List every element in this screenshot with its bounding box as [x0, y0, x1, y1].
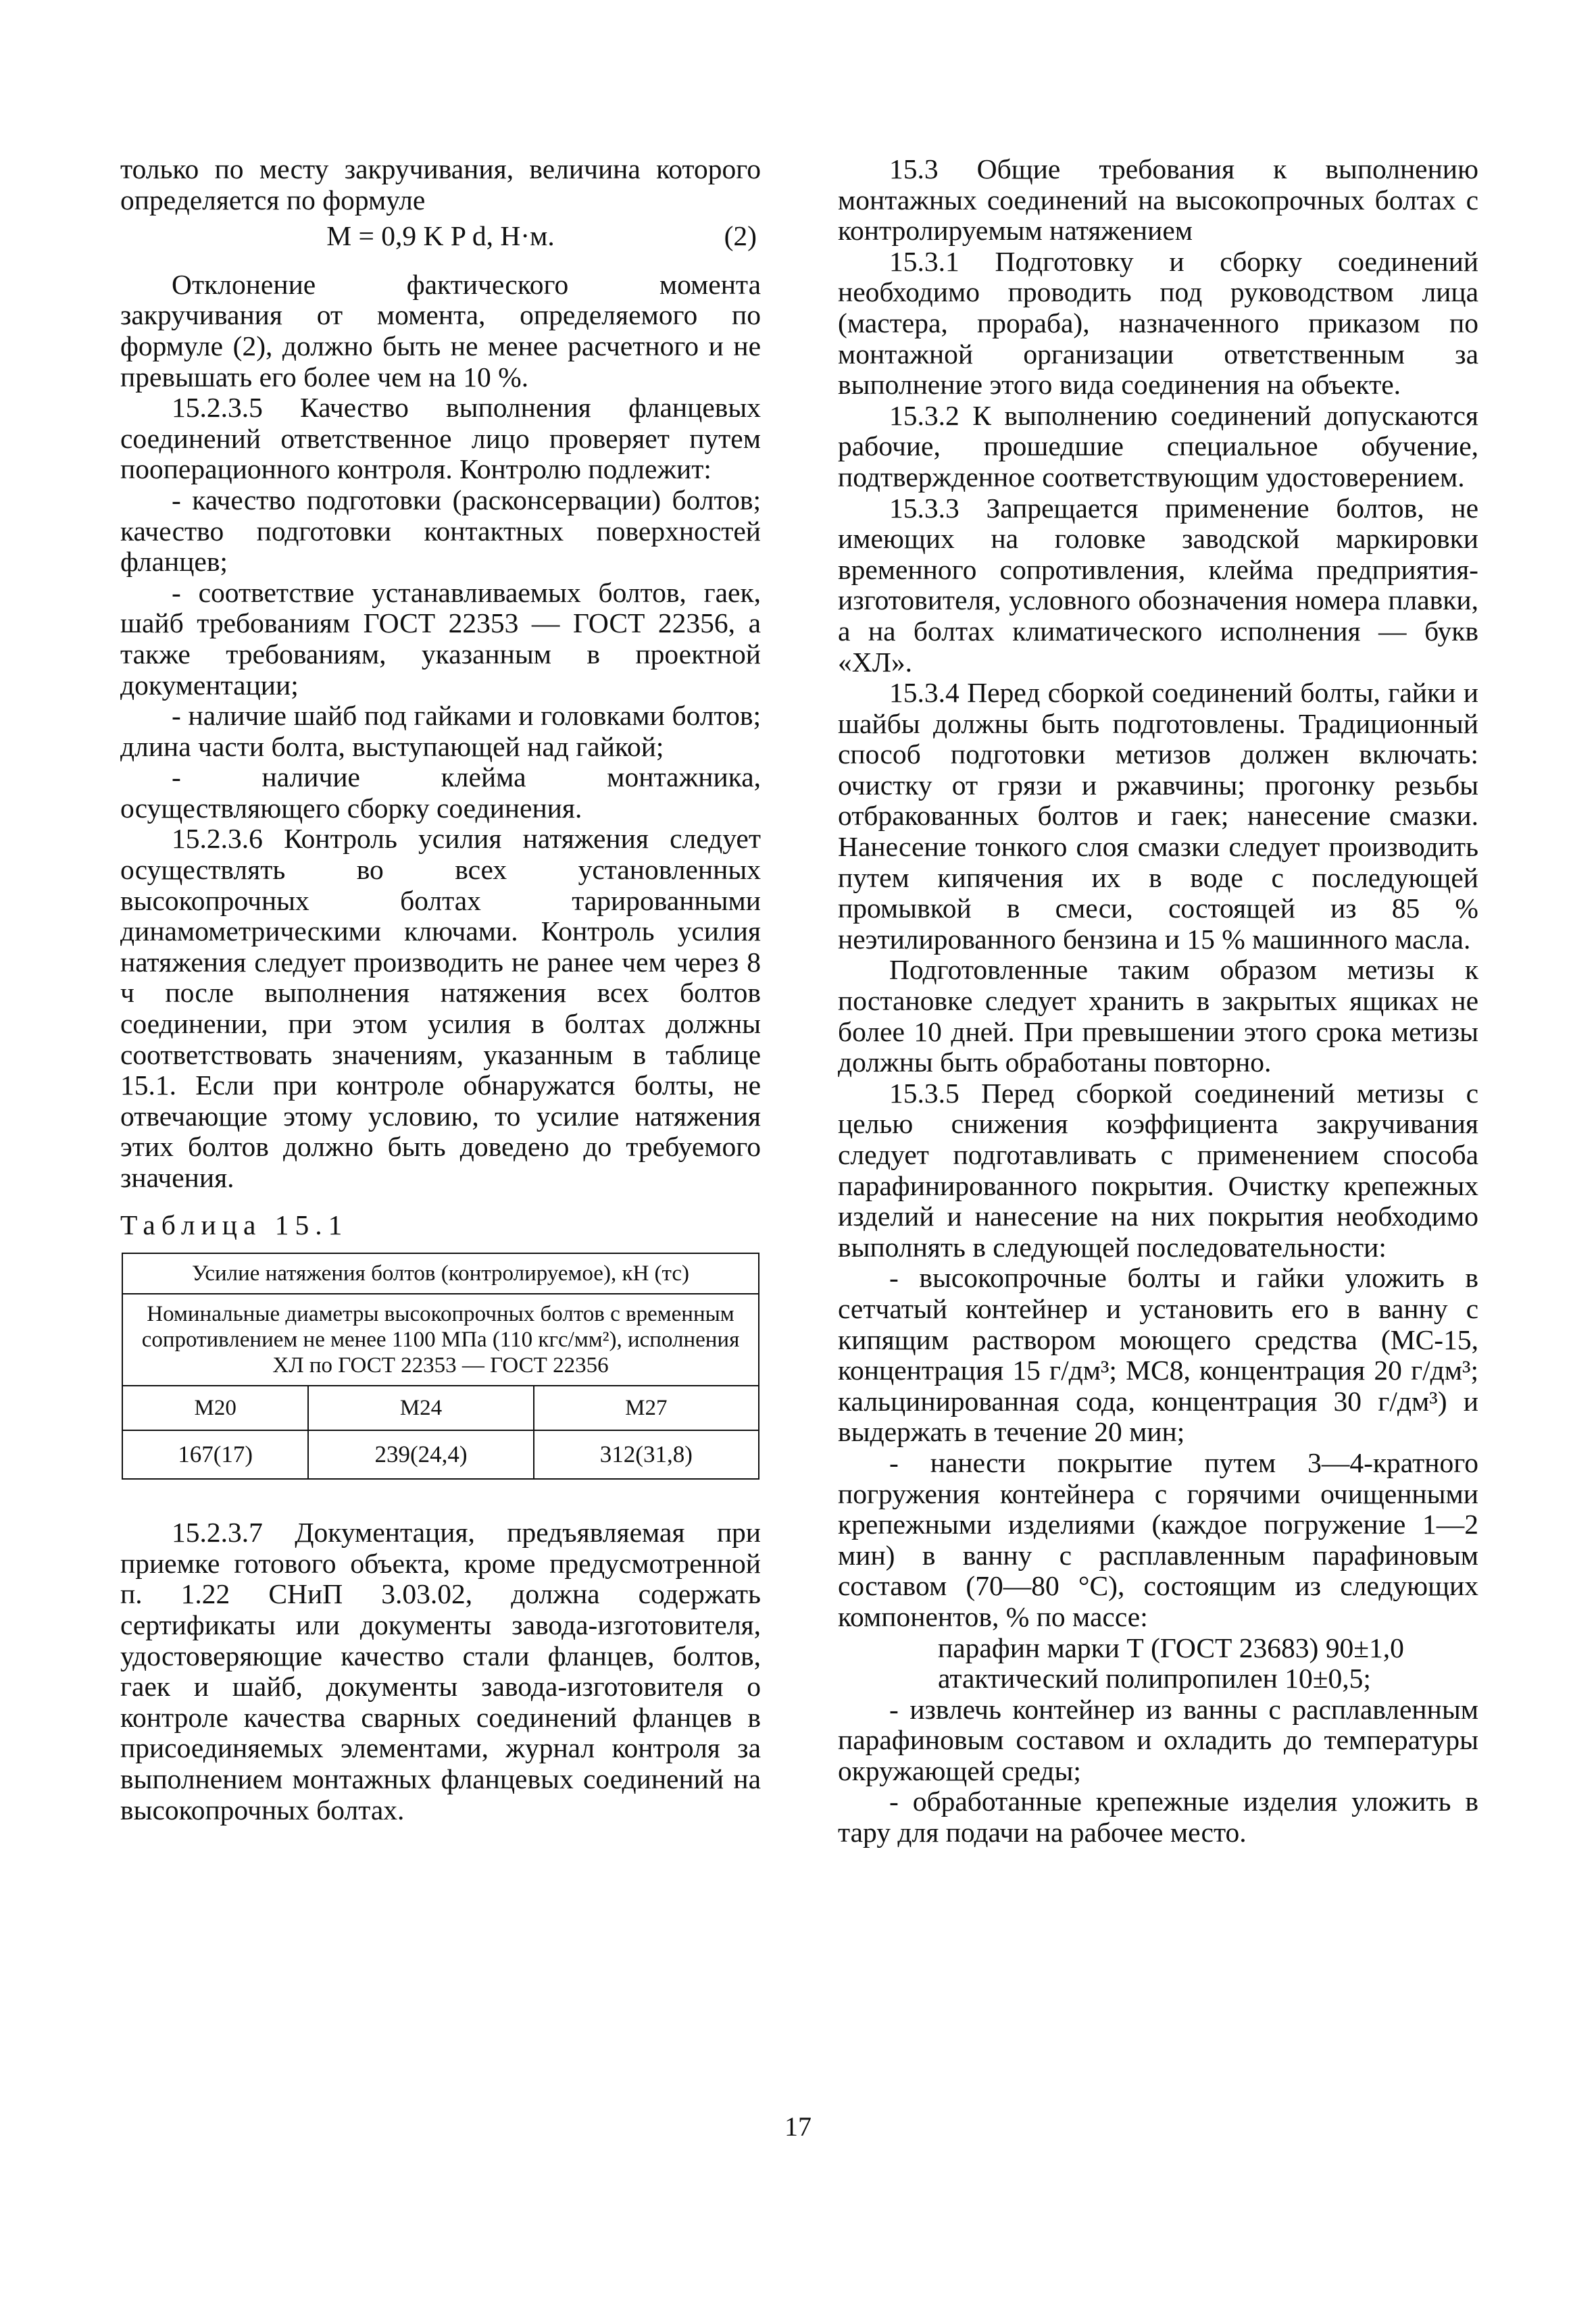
paragraph: 15.3.3 Запрещается применение болтов, не имеющих на головке заводской маркировки временного сопротивления, клейма предприятия-изготовителя, условного обозначения номера плавки, а на болтах климатического исполнения — букв «ХЛ».	[838, 492, 1478, 678]
list-item: - нанести покрытие путем 3—4-кратного погружения контейнера с горячими очищенными крепежными изделиями (каждое погружение 1—2 мин) в ванну с расплавленным парафиновым составом (70—80 °С), состоящим из следующих компонентов, % по массе:	[838, 1447, 1478, 1632]
table-row	[122, 1386, 759, 1430]
formula	[120, 221, 761, 252]
paragraph: 15.3.1 Подготовку и сборку соединений необходимо проводить под руководством лица (мастера, прораба), назначенного приказом по монтажной организации ответственным за выполнение этого вида соединения на объекте.	[838, 245, 1478, 401]
data-table	[122, 1253, 759, 1480]
composition-line: парафин марки Т (ГОСТ 23683) 90±1,0	[938, 1632, 1404, 1663]
table-row	[122, 1430, 759, 1479]
paragraph: 15.2.3.6 Контроль усилия натяжения следует осуществлять во всех установленных высокопрочных болтах тарированными динамометрическими ключами. Контроль усилия натяжения следует производить не ранее чем через 8 ч после выполнения натяжения всех болтов соединении, при этом усилия в болтах должны соответствовать значениям, указанным в таблице 15.1. Если при контроле обнаружатся болты, не отвечающие этому условию, то усилие натяжения этих болтов должно быть доведено до требуемого значения.	[120, 823, 761, 1193]
left-column	[120, 154, 761, 1826]
table-column-header: М24	[308, 1386, 533, 1430]
paragraph: 15.2.3.7 Документация, предъявляемая при приемке готового объекта, кроме предусмотренной п. 1.22 СНиП 3.03.02, должна содержать сертификаты или документы завода-изготовителя, удостоверяющие качество стали фланцев, болтов, гаек и шайб, документы завода-изготовителя о контроле качества сварных соединений фланцев в присоединяемых элементами, журнал контроля за выполнением монтажных фланцевых соединений на высокопрочных болтах.	[120, 1517, 761, 1826]
paragraph: Подготовленные таким образом метизы к постановке следует хранить в закрытых ящиках не более 10 дней. При превышении этого срока метизы должны быть обработаны повторно.	[838, 954, 1478, 1078]
table-column-header: М20	[122, 1386, 308, 1430]
composition-line: атактический полипропилен 10±0,5;	[938, 1663, 1371, 1694]
paragraph: 15.3.2 К выполнению соединений допускаются рабочие, прошедшие специальное обучение, подтвержденное соответствующим удостоверением.	[838, 399, 1478, 493]
table-header: Усилие натяжения болтов (контролируемое), кН (тс)	[122, 1253, 759, 1294]
formula-number: (2)	[724, 220, 757, 252]
list-item: - высокопрочные болты и гайки уложить в сетчатый контейнер и установить его в ванну с кипящим раствором моющего средства (МС-15, концентрация 15 г/дм³; МС8, концентрация 20 г/дм³; кальцинированная сода, концентрация 30 г/дм³) и выдержать в течение 20 мин;	[838, 1262, 1478, 1448]
list-item: - обработанные крепежные изделия уложить в тару для подачи на рабочее место.	[838, 1786, 1478, 1848]
section-heading: 15.3 Общие требования к выполнению монтажных соединений на высокопрочных болтах с контролируемым натяжением	[838, 153, 1478, 247]
paragraph: 15.2.3.5 Качество выполнения фланцевых соединений ответственное лицо проверяет путем пооперационного контроля. Контролю подлежит:	[120, 392, 761, 485]
right-column	[838, 154, 1478, 1848]
paragraph: 15.3.5 Перед сборкой соединений метизы с целью снижения коэффициента закручивания следует подготавливать с применением способа парафинированного покрытия. Очистку крепежных изделий и нанесение на них покрытия необходимо выполнять в следующей последовательности:	[838, 1077, 1478, 1263]
list-item: - извлечь контейнер из ванны с расплавленным парафиновым составом и охладить до температуры окружающей среды;	[838, 1693, 1478, 1786]
paragraph: Отклонение фактического момента закручивания от момента, определяемого по формуле (2), должно быть не менее расчетного и не превышать его более чем на 10 %.	[120, 268, 761, 393]
paragraph: 15.3.4 Перед сборкой соединений болты, гайки и шайбы должны быть подготовлены. Традиционный способ подготовки метизов должен включать: очистку от грязи и ржавчины; прогонку резьбы отбракованных болтов и гаек; нанесение смазки. Нанесение тонкого слоя смазки следует производить путем кипячения их в воде с последующей промывкой в смеси, состоящей из 85 % неэтилированного бензина и 15 % машинного масла.	[838, 677, 1478, 955]
page-number: 17	[784, 2111, 812, 2142]
table-subheader: Номинальные диаметры высокопрочных болтов с временным сопротивлением не менее 1100 МПа (110 кгс/мм²), исполнения ХЛ по ГОСТ 22353 — ГОСТ 22356	[122, 1294, 759, 1386]
table-cell: 167(17)	[122, 1430, 308, 1479]
formula-text: M = 0,9 K P d, Н·м.	[326, 220, 555, 252]
list-item: - соответствие устанавливаемых болтов, гаек, шайб требованиям ГОСТ 22353 — ГОСТ 22356, а также требованиям, указанным в проектной документации;	[120, 576, 761, 701]
list-item: - наличие шайб под гайками и головками болтов; длина части болта, выступающей над гайкой;	[120, 700, 761, 762]
list-item: - наличие клейма монтажника, осуществляющего сборку соединения.	[120, 761, 761, 824]
table-cell: 239(24,4)	[308, 1430, 533, 1479]
table-column-header: М27	[534, 1386, 759, 1430]
paragraph: только по месту закручивания, величина которого определяется по формуле	[120, 153, 761, 216]
table-caption: Таблица 15.1	[120, 1209, 349, 1240]
table-cell: 312(31,8)	[534, 1430, 759, 1479]
list-item: - качество подготовки (расконсервации) болтов; качество подготовки контактных поверхностей фланцев;	[120, 484, 761, 578]
